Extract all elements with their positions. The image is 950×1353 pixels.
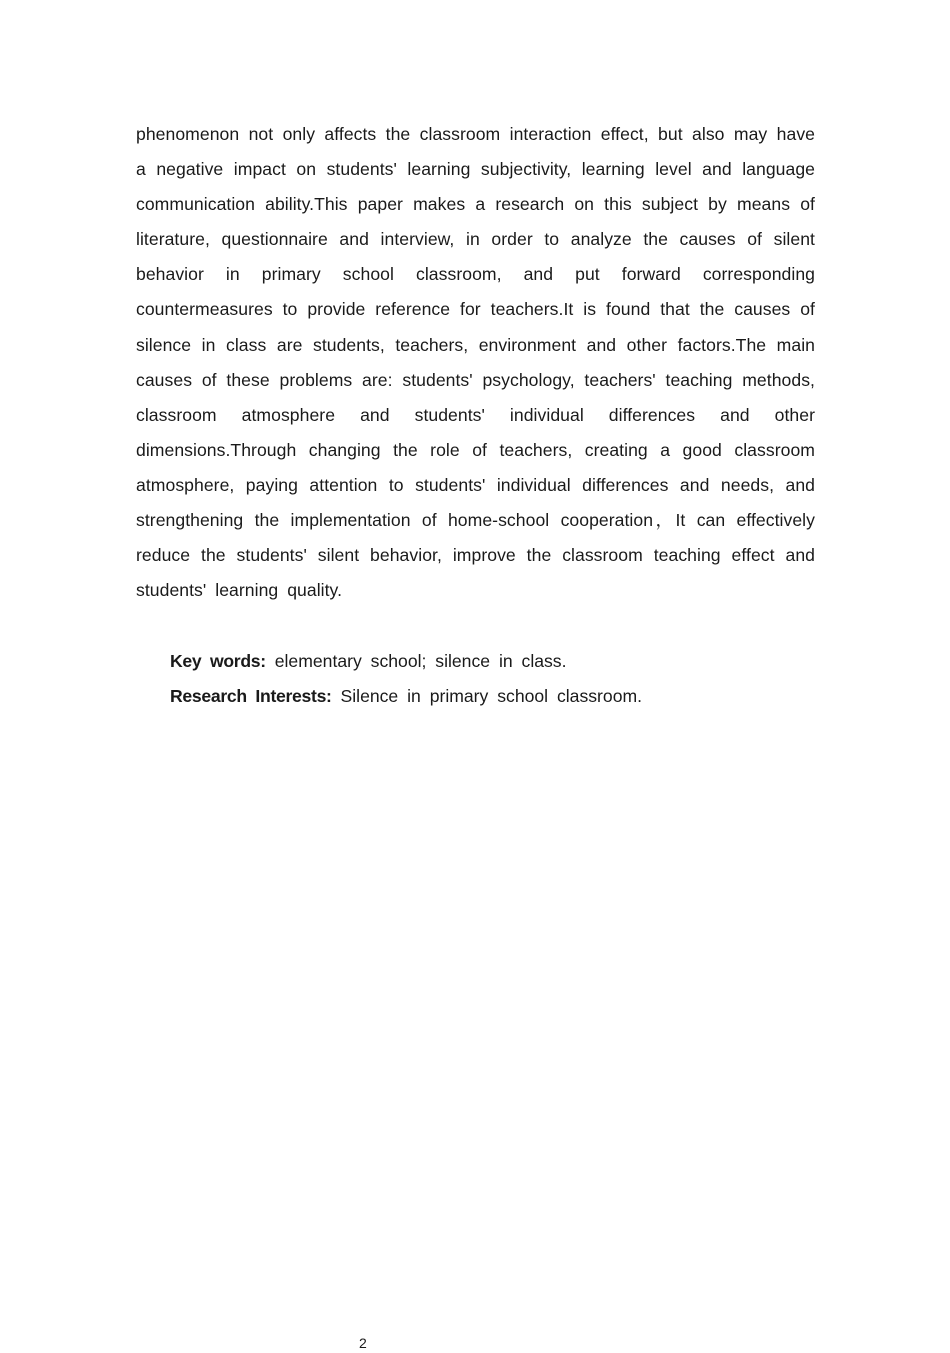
research-interests-value: Silence in primary school classroom. (340, 686, 643, 706)
page-number: 2 (359, 1335, 367, 1351)
research-interests-line (170, 679, 642, 714)
abstract-paragraph: phenomenon not only affects the classroom interaction effect, but also may have a negative impact on students' learning subjectivity, learning level and language communication ability.This paper makes a research on this subject by means of literature, questionnaire and interview, in order to analyze the causes of silent behavior in primary school classroom, and put forward corresponding countermeasures to provide reference for teachers.It is found that the causes of silence in class are students, teachers, environment and other factors.The main causes of these problems are: students' psychology, teachers' teaching methods, classroom atmosphere and students' individual differences and other dimensions.Through changing the role of teachers, creating a good classroom atmosphere, paying attention to students' individual differences and needs, and strengthening the implementation of home-school cooperation，It can effectively reduce the students' silent behavior, improve the classroom teaching effect and students' learning quality. (136, 124, 815, 601)
research-interests-label: Research Interests: (170, 686, 332, 706)
keywords-label: Key words: (170, 651, 266, 671)
keywords-value: elementary school; silence in class. (274, 651, 567, 671)
keywords-line (170, 644, 567, 679)
